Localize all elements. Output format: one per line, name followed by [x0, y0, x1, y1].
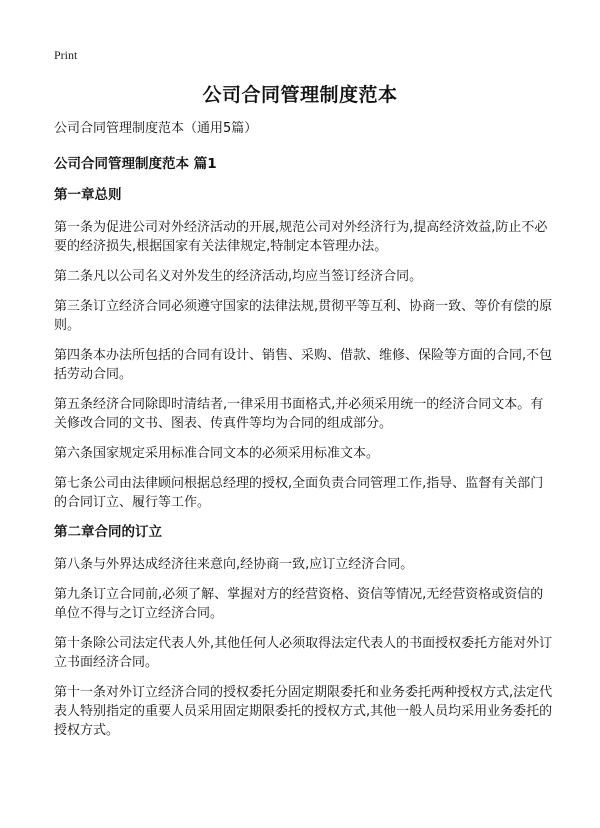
document-body — [54, 120, 556, 751]
article-4: 第四条本办法所包括的合同有设计、销售、采购、借款、维修、保险等方面的合同,不包括劳动合同。 — [54, 348, 553, 382]
article-7: 第七条公司由法律顾问根据总经理的授权,全面负责合同管理工作,指导、监督有关部门的合同订立、履行等工作。 — [54, 476, 544, 510]
article-5: 第五条经济合同除即时清结者,一律采用书面格式,并必须采用统一的经济合同文本。有关修改合同的文书、图表、传真件等均为合同的组成部分。 — [54, 397, 544, 431]
section-heading: 公司合同管理制度范本 篇1 — [54, 156, 217, 172]
document-title: 公司合同管理制度范本 — [202, 84, 398, 106]
print-link[interactable]: Print — [54, 48, 78, 62]
article-3: 第三条订立经济合同必须遵守国家的法律法规,贯彻平等互利、协商一致、等价有偿的原则。 — [54, 299, 553, 333]
article-9: 第九条订立合同前,必须了解、掌握对方的经营资格、资信等情况,无经营资格或资信的单位不得与之订立经济合同。 — [54, 587, 544, 621]
article-8: 第八条与外界达成经济往来意向,经协商一致,应订立经济合同。 — [54, 557, 414, 572]
article-2: 第二条凡以公司名义对外发生的经济活动,均应当签订经济合同。 — [54, 269, 423, 284]
document-subtitle: 公司合同管理制度范本（通用5篇） — [54, 121, 258, 136]
article-11: 第十一条对外订立经济合同的授权委托分固定期限委托和业务委托两种授权方式,法定代表人特别指定的重要人员采用固定期限委托的授权方式,其他一般人员均采用业务委托的授权方式。 — [54, 685, 553, 738]
article-10: 第十条除公司法定代表人外,其他任何人必须取得法定代表人的书面授权委托方能对外订立书面经济合同。 — [54, 636, 553, 670]
chapter-heading-1: 第一章总则 — [54, 187, 122, 203]
article-6: 第六条国家规定采用标准合同文本的必须采用标准文本。 — [54, 446, 380, 461]
article-1: 第一条为促进公司对外经济活动的开展,规范公司对外经济行为,提高经济效益,防止不必要的经济损失,根据国家有关法律规定,特制定本管理办法。 — [54, 220, 548, 254]
chapter-heading-2: 第二章合同的订立 — [54, 524, 162, 540]
